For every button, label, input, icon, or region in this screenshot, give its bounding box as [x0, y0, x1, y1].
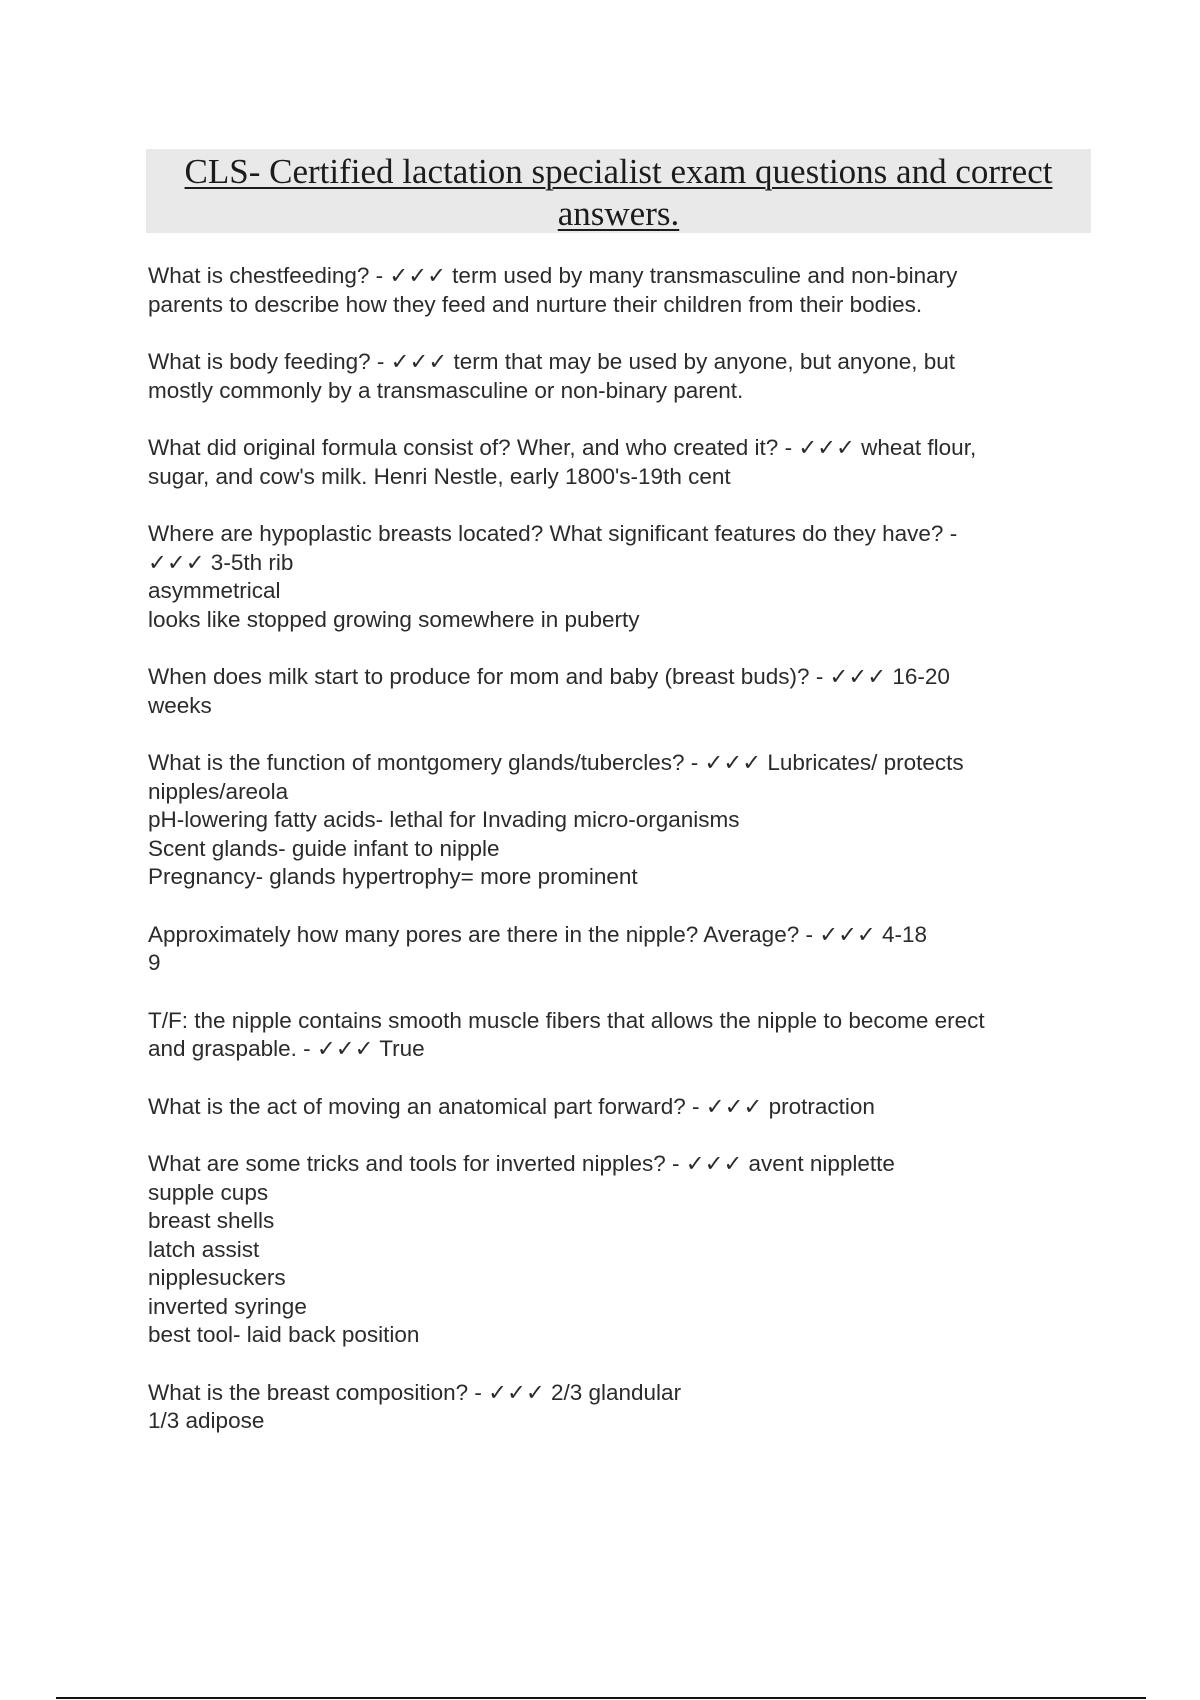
qa-entry — [148, 749, 1078, 892]
qa-line: What is the function of montgomery glands/tubercles? - ✓✓✓ Lubricates/ protects — [148, 750, 964, 775]
qa-line: nipples/areola — [148, 778, 289, 804]
qa-entry — [148, 434, 1078, 491]
qa-line: Pregnancy- glands hypertrophy= more prominent — [148, 864, 638, 889]
document-title — [146, 149, 1091, 233]
qa-entry — [148, 348, 1078, 405]
qa-line: Approximately how many pores are there in the nipple? Average? - ✓✓✓ 4-18 — [148, 921, 928, 947]
qa-line: breast shells — [148, 1208, 275, 1233]
qa-line: 9 — [148, 950, 161, 975]
qa-line: latch assist — [148, 1236, 260, 1262]
qa-line: ✓✓✓ 3-5th rib — [148, 549, 294, 575]
qa-entry — [148, 663, 1078, 720]
qa-line: What is body feeding? - ✓✓✓ term that may be used by anyone, but anyone, but — [148, 349, 956, 374]
qa-line: and graspable. - ✓✓✓ True — [148, 1036, 425, 1061]
qa-entry — [148, 1379, 1078, 1436]
qa-line: Scent glands- guide infant to nipple — [148, 835, 500, 861]
qa-line: What are some tricks and tools for inverted nipples? - ✓✓✓ avent nipplette — [148, 1151, 895, 1176]
qa-line: What did original formula consist of? Wher, and who created it? - ✓✓✓ wheat flour, — [148, 435, 977, 460]
qa-line: nipplesuckers — [148, 1265, 286, 1290]
page-bottom-rule — [56, 1697, 1146, 1699]
qa-line: parents to describe how they feed and nurture their children from their bodies. — [148, 291, 923, 317]
qa-line: sugar, and cow's milk. Henri Nestle, early 1800's-19th cent — [148, 463, 731, 489]
qa-line: weeks — [148, 692, 212, 718]
qa-line: supple cups — [148, 1179, 269, 1205]
qa-entry — [148, 1093, 1078, 1122]
qa-entry — [148, 921, 1078, 978]
qa-line: best tool- laid back position — [148, 1322, 420, 1347]
qa-line: 1/3 adipose — [148, 1408, 265, 1433]
qa-line: asymmetrical — [148, 578, 281, 603]
qa-line: pH-lowering fatty acids- lethal for Invading micro-organisms — [148, 807, 740, 832]
qa-line: What is the act of moving an anatomical part forward? - ✓✓✓ protraction — [148, 1093, 875, 1119]
qa-line: inverted syringe — [148, 1293, 307, 1319]
qa-line: What is chestfeeding? - ✓✓✓ term used by many transmasculine and non-binary — [148, 263, 958, 288]
title-line-1: CLS- Certified lactation specialist exam questions and correct — [184, 152, 1053, 191]
qa-entry — [148, 1007, 1078, 1064]
qa-entry — [148, 1150, 1078, 1350]
qa-line: What is the breast composition? - ✓✓✓ 2/3 glandular — [148, 1379, 682, 1405]
qa-line: T/F: the nipple contains smooth muscle fibers that allows the nipple to become erect — [148, 1007, 985, 1033]
qa-entry — [148, 520, 1078, 634]
qa-line: When does milk start to produce for mom and baby (breast buds)? - ✓✓✓ 16-20 — [148, 664, 950, 689]
qa-line: looks like stopped growing somewhere in puberty — [148, 606, 640, 632]
qa-entry — [148, 262, 1078, 319]
title-line-2: answers. — [557, 194, 680, 233]
qa-line: Where are hypoplastic breasts located? What significant features do they have? - — [148, 521, 958, 546]
qa-list — [148, 262, 1078, 1465]
qa-line: mostly commonly by a transmasculine or non-binary parent. — [148, 377, 744, 403]
